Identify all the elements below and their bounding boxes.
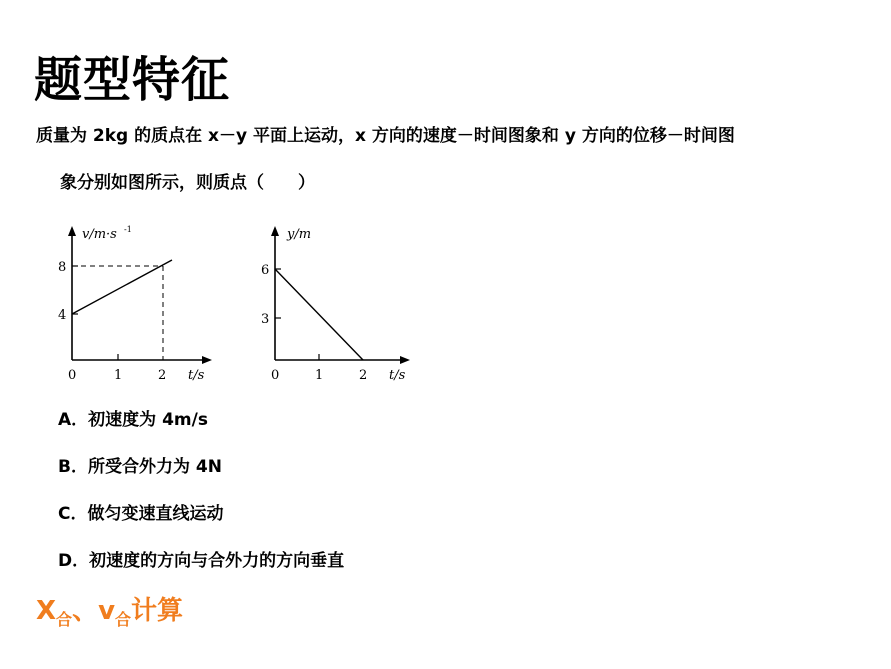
option-letter: A． [58,410,89,430]
option-letter: D． [58,551,90,571]
x-tick-label-0: 0 [68,368,77,383]
section-sub-2: 合 [115,610,132,629]
option-b[interactable] [58,455,222,479]
x-tick-label-0: 0 [271,368,280,383]
x-axis-arrow [202,356,212,364]
section-x: X [36,596,57,626]
option-a[interactable] [58,408,208,432]
x-tick-label-2: 2 [359,368,368,383]
y-axis-arrow [68,226,76,236]
option-letter: C． [58,504,88,524]
page-title: 题型特征 [34,52,231,108]
section-sub-1: 合 [56,610,73,629]
section-v: v [98,596,116,626]
y-axis-label-sup: -1 [124,225,132,234]
option-c[interactable] [58,502,223,526]
x-tick-label-1: 1 [315,368,324,383]
option-text: 做匀变速直线运动 [87,504,224,524]
series-line [275,269,363,360]
section-sep: 、 [72,596,99,626]
x-axis-label: t/s [188,368,205,383]
y-axis-arrow [271,226,279,236]
question-line-2: 象分别如图所示，则质点（ ） [60,173,315,193]
y-tick-label-3: 3 [261,312,270,327]
option-text: 初速度的方向与合外力的方向垂直 [89,551,345,571]
velocity-time-graph [52,222,222,390]
x-axis-label: t/s [389,368,406,383]
y-axis-label: v/m·s [82,227,117,242]
option-d[interactable] [58,549,344,573]
section-heading [36,590,183,630]
option-text: 初速度为 4m/s [88,410,208,430]
x-axis-arrow [400,356,410,364]
question-line-1: 质量为 2kg 的质点在 x－y 平面上运动，x 方向的速度－时间图象和 y 方向的位移－时间图 [36,126,735,146]
y-tick-label-4: 4 [58,308,67,323]
y-axis-label: y/m [287,227,312,242]
x-tick-label-2: 2 [158,368,167,383]
series-line [72,260,172,314]
option-letter: B． [58,457,88,477]
x-tick-label-1: 1 [114,368,123,383]
option-text: 所受合外力为 4N [87,457,222,477]
y-tick-label-6: 6 [261,263,270,278]
y-tick-label-8: 8 [58,260,67,275]
section-tail: 计算 [131,596,184,626]
displacement-time-graph [255,222,425,390]
